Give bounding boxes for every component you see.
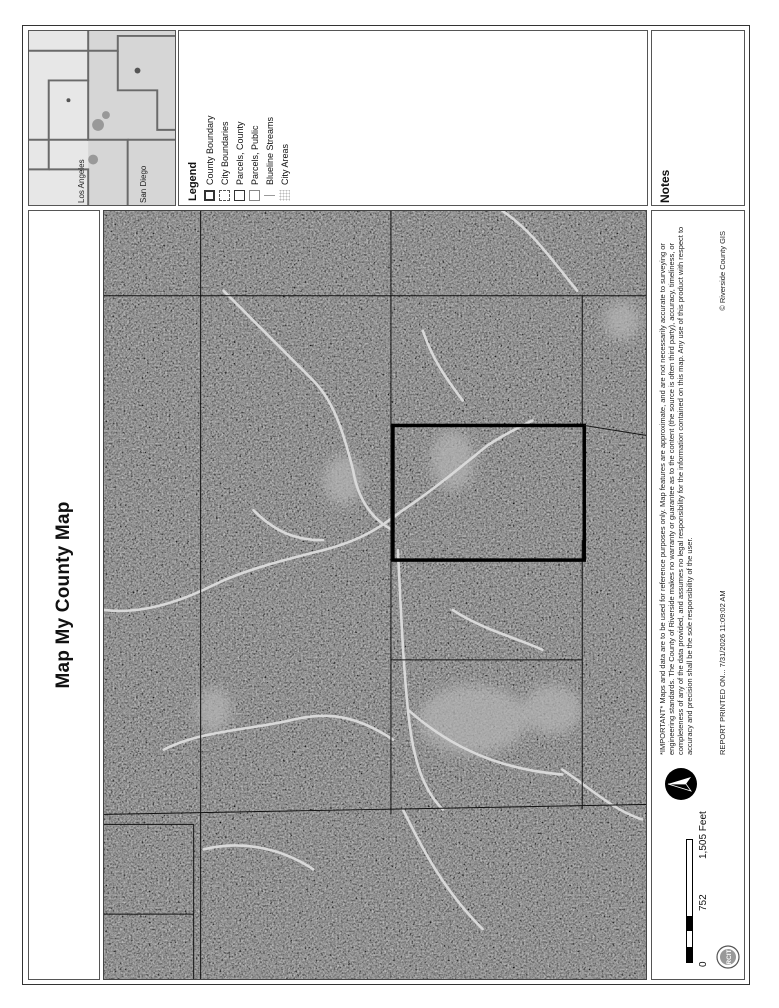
legend-item-city-areas [277, 41, 292, 201]
scale-bar-group [660, 811, 710, 971]
legend-item-label: County Boundary [204, 115, 215, 185]
inset-label-los-angeles: Los Angeles [77, 159, 86, 203]
scale-label-zero: 0 [698, 961, 709, 967]
title-panel [28, 210, 100, 980]
legend-item-label: City Boundaries [219, 121, 230, 185]
svg-text:RCIT: RCIT [726, 949, 733, 965]
scale-label-mid: 752 [698, 894, 709, 911]
legend-item-county-boundary [202, 41, 217, 201]
legend-panel [178, 30, 648, 206]
parcels-county-swatch-icon [234, 190, 245, 201]
scale-bar [686, 839, 693, 963]
map-title: Map My County Map [53, 501, 74, 689]
report-printed-timestamp: REPORT PRINTED ON... 7/31/2026 11:09:02 AM [718, 590, 727, 755]
legend-title: Legend [187, 161, 199, 201]
aerial-imagery [104, 211, 646, 979]
legend-item-label: Parcels, County [234, 121, 245, 185]
county-boundary-swatch-icon [204, 190, 215, 201]
legend-item-label: City Areas [279, 143, 290, 185]
rcit-logo-icon [716, 945, 740, 969]
inset-map-graphic [29, 31, 175, 205]
legend-item-blueline-streams [262, 41, 277, 201]
scale-label-end: 1,505 Feet [698, 811, 709, 859]
parcels-public-swatch-icon [249, 190, 260, 201]
blueline-streams-swatch-icon [264, 190, 275, 201]
inset-overview-map[interactable] [28, 30, 176, 206]
legend-item-label: Blueline Streams [264, 116, 275, 185]
notes-title: Notes [658, 169, 672, 203]
aerial-map-view[interactable] [103, 210, 647, 980]
legend-item-label: Parcels, Public [249, 125, 260, 185]
north-arrow-icon [664, 767, 698, 801]
footer-content [656, 217, 744, 977]
legend-item-city-boundaries [217, 41, 232, 201]
legend-content [185, 41, 335, 201]
disclaimer-text: *IMPORTANT* Maps and data are to be used for reference purposes only. Map features are approximate, and are not necessarily accurate to surveying or engineering standards. The County of Riverside makes no warranty or guarantee as to the content (the source is often third party), accuracy, timeliness, or completeness of any of the data provided, and assumes no legal responsibility for the information contained on this map. Any use of this product with respect to accuracy and precision shall be the sole responsibility of the user. [658, 226, 694, 755]
inset-label-san-diego: San Diego [139, 165, 148, 203]
notes-panel [651, 30, 745, 206]
copyright-text: © Riverside County GIS [718, 231, 727, 311]
city-areas-swatch-icon [279, 190, 290, 201]
legend-item-parcels-public [247, 41, 262, 201]
city-boundaries-swatch-icon [219, 190, 230, 201]
footer-panel [651, 210, 745, 980]
legend-item-parcels-county [232, 41, 247, 201]
